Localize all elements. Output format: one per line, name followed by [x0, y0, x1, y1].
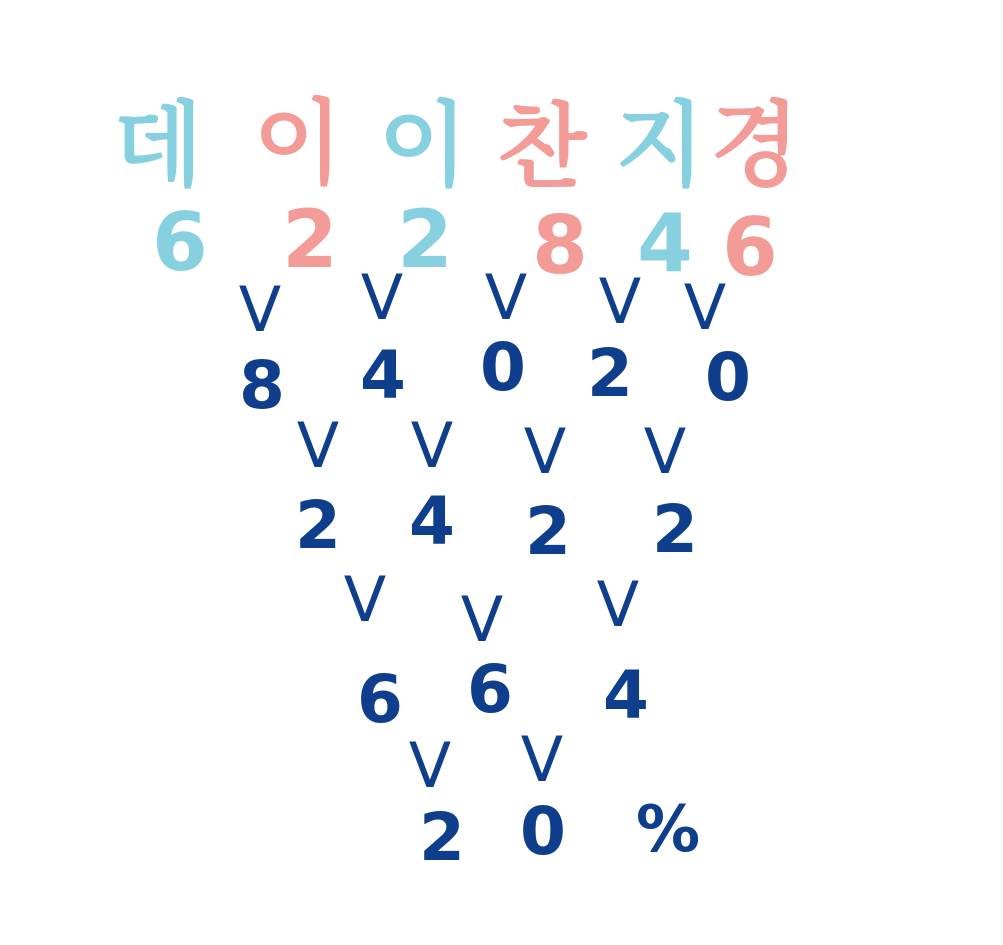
row-1-value: 0	[705, 339, 751, 416]
stroke-count-2: 2	[282, 193, 338, 286]
row-3-value: 6	[467, 651, 513, 728]
check-mark: V	[520, 723, 564, 796]
name-syllable-3: 이	[378, 92, 468, 199]
row-2-value: 2	[525, 493, 571, 570]
check-mark: V	[523, 415, 567, 488]
percent-sign: %	[635, 793, 701, 867]
name-syllable-1: 데	[113, 92, 203, 199]
check-mark: V	[408, 729, 452, 802]
check-mark: V	[410, 409, 454, 482]
check-mark: V	[460, 583, 504, 656]
row-3-value: 6	[357, 661, 403, 738]
check-mark: V	[484, 261, 528, 334]
check-mark: V	[360, 261, 404, 334]
row-2-value: 2	[652, 491, 698, 568]
stroke-count-6: 6	[722, 201, 778, 294]
stroke-count-5: 4	[637, 197, 693, 290]
row-1-value: 8	[239, 347, 285, 424]
name-syllable-5: 지	[615, 92, 705, 199]
check-mark: V	[596, 568, 640, 641]
row-2-value: 4	[409, 483, 455, 560]
check-mark: V	[296, 409, 340, 482]
row-1-value: 2	[587, 335, 633, 412]
check-mark: V	[643, 415, 687, 488]
row-2-value: 2	[295, 487, 341, 564]
name-syllable-6: 경	[710, 92, 800, 199]
check-mark: V	[683, 271, 727, 344]
stroke-count-4: 8	[532, 199, 588, 292]
name-syllable-2: 이	[253, 90, 343, 197]
row-1-value: 4	[360, 337, 406, 414]
row-1-value: 0	[480, 329, 526, 406]
stroke-count-3: 2	[397, 193, 453, 286]
stroke-count-1: 6	[152, 196, 208, 289]
row-3-value: 4	[603, 657, 649, 734]
check-mark: V	[598, 265, 642, 338]
final-value-ones: 0	[520, 793, 566, 870]
check-mark: V	[343, 563, 387, 636]
final-value-tens: 2	[419, 799, 465, 876]
name-syllable-4: 찬	[497, 94, 587, 201]
check-mark: V	[238, 273, 282, 346]
